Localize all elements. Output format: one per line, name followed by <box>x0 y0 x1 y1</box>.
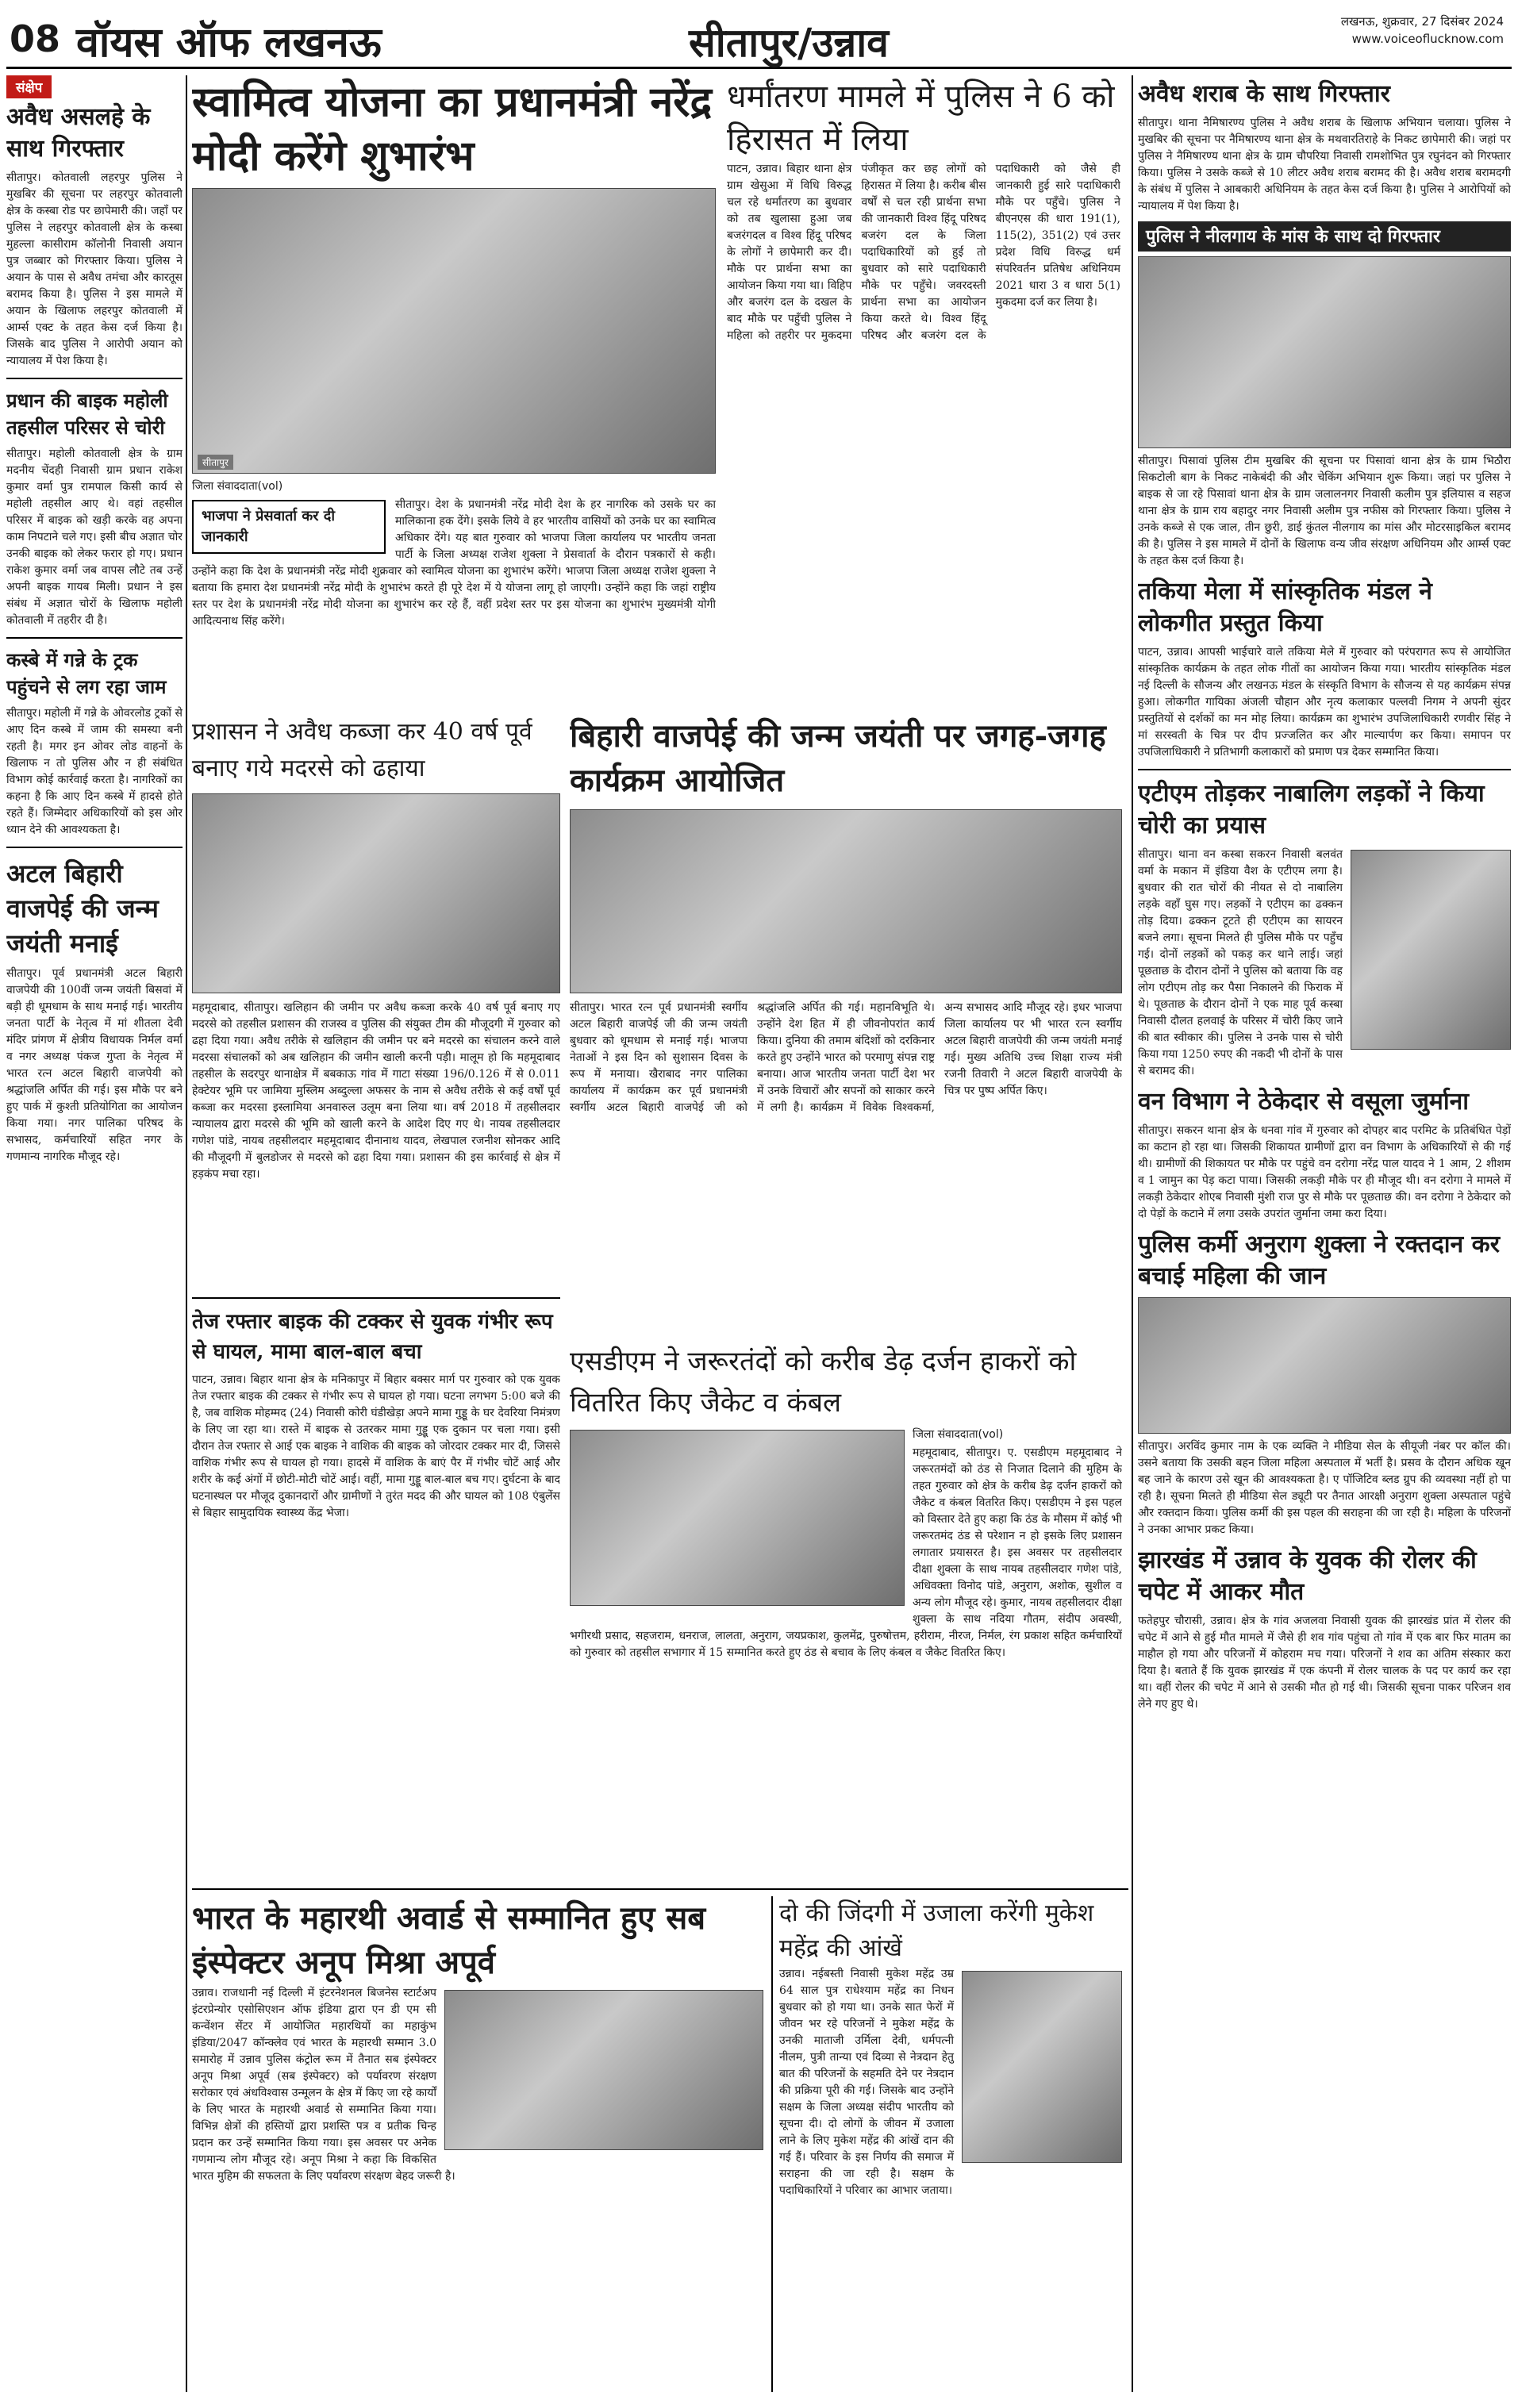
atm-photo <box>1351 850 1511 1050</box>
story-headline: प्रशासन ने अवैध कब्जा कर 40 वर्ष पूर्व बनाए गये मदरसे को ढहाया <box>192 718 532 782</box>
story-body: सीतापुर। पिसावां पुलिस टीम मुखबिर की सूचना पर पिसावां थाना क्षेत्र के ग्राम भिठौरा सिकटोली बाग के निकट नाकेबंदी की और चेकिंग अभियान शुरू किया। जहां पर पुलिस ने बाइक से जा रहे पिसावां थाना क्षेत्र के ग्राम जलालनगर निवासी कलीम पुत्र इलियास व सहज थाना क्षेत्र के ग्राम राय बहादुर नगर निवासी अलीम पुत्र नफीस को गिरफ्तार किया। पुलिस ने उनके कब्जे से एक जाल, तीन छुरी, डाई कुंतल नीलगाय का मांस और मोटरसाइकिल बरामद की है। पुलिस ने इस मामले में दोनों के खिलाफ वन्य जीव संरक्षण अधिनियम और आर्म्स एक्ट के तहत केस दर्ज किया है। <box>1138 455 1511 567</box>
newspaper-brand: वॉयस ऑफ लखनऊ <box>76 18 382 67</box>
story-headline: पुलिस ने नीलगाय के मांस के साथ दो गिरफ्तार <box>1138 221 1511 252</box>
story-headline: तकिया मेला में सांस्कृतिक मंडल ने लोकगीत प्रस्तुत किया <box>1138 578 1432 637</box>
press-conference-photo <box>192 188 716 474</box>
column-rule <box>1132 75 1133 2392</box>
story-headline: झारखंड में उन्नाव के युवक की रोलर की चपेट में आकर मौत <box>1138 1546 1477 1606</box>
story-headline: तेज रफ्तार बाइक की टक्कर से युवक गंभीर रूप से घायल, मामा बाल-बाल बचा <box>192 1310 553 1364</box>
brief-headline: अवैध असलहे के साथ गिरफ्तार <box>6 103 151 163</box>
right-column <box>1138 75 1511 2392</box>
story-headline: बिहारी वाजपेई की जन्म जयंती पर जगह-जगह कार्यक्रम आयोजित <box>570 717 1106 799</box>
briefs-column <box>6 75 183 2392</box>
story-atal <box>570 714 1122 1333</box>
story-credit: जिला संवाददाता(vol) <box>192 480 283 493</box>
story-madrasa <box>192 714 560 1285</box>
divider <box>192 1297 560 1299</box>
story-callout: भाजपा ने प्रेसवार्ता कर दी जानकारी <box>192 500 386 554</box>
story-conversion <box>727 75 1120 678</box>
story-eyes <box>779 1896 1122 2392</box>
blanket-distribution-photo <box>570 1430 905 1606</box>
story-body: उन्नाव। नईबस्ती निवासी मुकेश महेंद्र उम्र 64 साल पुत्र राधेश्याम महेंद्र का निधन बुधवार को हो गया था। उनके सात फेरों में जीवन भर रहे परिजनों ने मुकेश महेंद्र के उनकी माताजी उर्मिला देवी, धर्मपत्नी नीलम, पुत्री तान्या एवं दिव्या से नेत्रदान हेतु बात की परिजनों के सहमति देने पर नेत्रदान की प्रक्रिया पूरी की गई। जिसके बाद उन्होंने सक्षम के जिला अध्यक्ष संदीप भारतीय को सूचना दी। दो लोगों के जीवन में उजाला लाने के लिए मुकेश महेंद्र की आंखें दान की गई हैं। परिवार के इस निर्णय की समाज में सराहना की जा रही है। सक्षम के पदाधिकारियों ने परिवार का आभार जताया। <box>779 1968 954 2197</box>
masthead <box>6 5 1512 69</box>
story-body: सीतापुर। भारत रत्न पूर्व प्रधानमंत्री स्वर्गीय अटल बिहारी वाजपेई जी की जन्म जयंती बुधवार को धूमधाम से मनाई गई। भाजपा नेताओं ने इस दिन को सुशासन दिवस के रूप में मनाया। खैराबाद नगर पालिका कार्यालय में कार्यक्रम कर पूर्व प्रधानमंत्री स्वर्गीय अटल बिहारी वाजपेई जी को श्रद्धांजलि अर्पित की गई। महानविभूति थे। उन्होंने देश हित में ही जीवनोपरांत कार्य किया। दुनिया की तमाम बंदिशों को दरकिनार करते हुए उन्होंने भारत को परमाणु संपन्न राष्ट्र बनाया। आज भारतीय जनता पार्टी देश भर में उनके विचारों और सपनों को साकार करने में लगी है। कार्यक्रम में विवेक विश्वकर्मा, अन्य सभासद आदि मौजूद रहे। इधर भाजपा जिला कार्यालय पर भी भारत रत्न स्वर्गीय अटल बिहारी वाजपेयी की जन्म जयंती मनाई गई। मुख्य अतिथि उच्च शिक्षा राज्य मंत्री रजनी तिवारी ने अटल बिहारी वाजपेयी के चित्र पर पुष्प अर्पित किए। <box>570 1001 1122 1114</box>
brief-headline: कस्बे में गन्ने के ट्रक पहुंचने से लग रहा जाम <box>6 648 167 698</box>
story-body: फतेहपुर चौरासी, उन्नाव। क्षेत्र के गांव अजलवा निवासी युवक की झारखंड प्रांत में रोलर की चपेट में आने से हुई मौत मामले में जैसे ही शव गांव पहुंचा तो गांव में एक बार फिर मातम का माहौल हो गया और परिजनों में कोहराम मच गया। परिजनों ने शव का अंतिम संस्कार करा दिया है। बताते हैं कि युवक झारखंड में एक कंपनी में रोलर चालक के पद पर कार्य कर रहा था। वहीं रोलर की चपेट में आने से उसकी मौत हो गई थी। जिसकी सूचना पाकर परिजन शव लेने गए हुए थे। <box>1138 1615 1511 1711</box>
story-body: सीतापुर। देश के प्रधानमंत्री नरेंद्र मोदी देश के हर नागरिक को उसके घर का मालिकाना हक देंगे। इसके लिये वे हर भारतीय वासियों को उनके घर का स्वामित्व अधिकार देंगे। यह बात गुरुवार को भाजपा जिला कार्यालय पर भारतीय जनता पार्टी के जिला अध्यक्ष राजेश शुक्ला ने प्रेसवार्ता के दौरान पत्रकारों से कही। उन्होंने कहा कि देश के प्रधानमंत्री नरेंद्र मोदी शुक्रवार को स्वामित्व योजना का शुभारंभ करेंगे। भाजपा जिला अध्यक्ष राजेश शुक्ला ने बताया कि हमारा देश प्रधानमंत्री नरेंद्र मोदी के शुभारंभ करते ही पूरे देश में ये योजना लागू हो जाएगी। उन्होंने कहा कि जहां राष्ट्रीय स्तर पर देश के प्रधानमंत्री नरेंद्र मोदी योजना का शुभारंभ कर रहे हैं, वहीं प्रदेश स्तर पर इस योजना का शुभारंभ मुख्यमंत्री योगी आदित्यनाथ सिंह करेंगे। <box>192 498 716 628</box>
story-sdm <box>570 1341 1122 1880</box>
story-award <box>192 1896 763 2392</box>
column-rule <box>771 1896 773 2392</box>
story-body: सीतापुर। अरविंद कुमार नाम के एक व्यक्ति ने मीडिया सेल के सीयूजी नंबर पर कॉल की। उसने बताया कि उसकी बहन जिला महिला अस्पताल में भर्ती है। प्रसव के दौरान अधिक खून बह जाने के कारण उसे खून की आवश्यकता है। ए पॉजिटिव ब्लड ग्रुप की व्यवस्था नहीं हो पा रही है। सूचना मिलते ही मीडिया सेल ड्यूटी पर तैनात आरक्षी अनुराग शुक्ला अस्पताल पहुंचे और रक्तदान किया। पुलिस कर्मी की इस पहल की सराहना की जा रही है। महिला के परिजनों ने उनका आभार प्रकट किया। <box>1138 1440 1511 1536</box>
website: www.voiceoflucknow.com <box>1351 32 1504 46</box>
story-body: महमूदाबाद, सीतापुर। खलिहान की जमीन पर अवैध कब्जा करके 40 वर्ष पूर्व बनाए गए मदरसे को तहसील प्रशासन की राजस्व व पुलिस की संयुक्त टीम की मौजूदगी में गुरुवार को ढहा दिया गया। अवैध तरीके से खलिहान की जमीन पर बने मदरसे का संचालन करने वाले मदरसा संचालकों को अब खलिहान की जमीन खाली करनी पड़ी। मालूम हो कि महमूदाबाद तहसील के सदरपुर थानाक्षेत्र में बबकाऊ गांव में गाटा संख्या 196/0.126 में से 0.011 हेक्टेयर भूमि पर जामिया मुस्लिम अब्दुल्ला अफसर के नाम से अवैध तरीके से कई वर्षों पूर्व कब्जा कर मदरसा इस्लामिया अनवारुल उलूम बना लिया था। वर्ष 2018 में तहसीलदार न्यायालय द्वारा मदरसे की भूमि को खाली करने के आदेश दिए गए थे। नायब तहसीलदार गणेश पांडे, नायब तहसीलदार महमूदाबाद दीनानाथ यादव, लेखपाल रजनीश सोनकर आदि की मौजूदगी में बुलडोजर से मदरसे को ढहा दिया गया। प्रशासन की इस कार्रवाई से क्षेत्र में हड़कंप मचा रहा। <box>192 1001 560 1181</box>
page-number: 08 <box>10 17 61 60</box>
story-headline: एसडीएम ने जरूरतंदों को करीब डेढ़ दर्जन हाकरों को वितरित किए जैकेट व कंबल <box>570 1346 1077 1419</box>
portrait-photo <box>962 1971 1122 2163</box>
story-headline: अवैध शराब के साथ गिरफ्तार <box>1138 80 1390 108</box>
story-headline: भारत के महारथी अवार्ड से सम्मानित हुए सब इंस्पेक्टर अनूप मिश्रा अपूर्व <box>192 1899 706 1981</box>
story-headline: पुलिस कर्मी अनुराग शुक्ला ने रक्तदान कर बचाई महिला की जान <box>1138 1231 1500 1290</box>
divider <box>6 847 183 848</box>
brief-headline: प्रधान की बाइक महोली तहसील परिसर से चोरी <box>6 389 168 439</box>
story-body: महमूदाबाद, सीतापुर। ए. एसडीएम महमूदाबाद ने जरूरतमंदों को ठंड से निजात दिलाने की मुहिम के तहत गुरुवार को क्षेत्र के करीब डेढ़ दर्जन हाकरों को जैकेट व कंबल वितरित किए। एसडीएम ने इस पहल को विस्तार देते हुए कहा कि ठंड के मौसम में कोई भी जरूरतमंद ठंड से परेशान न हो इसके लिए प्रशासन लगातार प्रयासरत है। इस अवसर पर तहसीलदार दीक्षा शुक्ला के साथ नायब तहसीलदार गणेश पांडे, अधिवक्ता विनोद पांडे, अनुराग, अशोक, सुशील व अन्य लोग मौजूद रहे। कुमार, नायब तहसीलदार दीक्षा शुक्ला के साथ नदिया गौतम, संदीप अवस्थी, भगीरथी प्रसाद, सहजराम, धनराज, लालता, अनुराग, जयप्रकाश, कुलमेंद्र, पुरुषोत्तम, हरीराम, नीरज, निर्मल, रंग प्रकाश सहित कर्मचारियों को गुरुवार को तहसील सभागार में 15 सम्मानित करते हुए ठंड से बचाव के लिए कंबल व जैकेट वितरित किए। <box>570 1446 1122 1659</box>
story-credit: जिला संवाददाता(vol) <box>913 1428 1004 1441</box>
story-body: उन्नाव। राजधानी नई दिल्ली में इंटरनेशनल बिजनेस स्टार्टअप इंटरप्रेन्योर एसोसिएशन ऑफ इंडिया द्वारा एन डी एम सी कन्वेंशन सेंटर में आयोजित महारथियों का महाकुंभ इंडिया/2047 कॉन्क्लेव एवं भारत के महारथी सम्मान 3.0 समारोह में उन्नाव पुलिस कंट्रोल रूम में तैनात सब इंस्पेक्टर अनूप मिश्रा अपूर्व (सब इंस्पेक्टर) को पर्यावरण संरक्षण सरोकार एवं अंधविश्वास उन्मूलन के क्षेत्र में किए जा रहे कार्यों के लिए भारत के महारथी अवार्ड से सम्मानित किया गया। विभिन्न क्षेत्रों की हस्तियों द्वारा प्रशस्ति पत्र व प्रतीक चिन्ह प्रदान कर उन्हें सम्मानित किया गया। इस अवसर पर अनेक गणमान्य लोग मौजूद रहे। अनूप मिश्रा ने कहा कि विकसित भारत मुहिम की सफलता के लिए पर्यावरण संरक्षण बेहद जरूरी है। <box>192 1987 455 2183</box>
story-body: सीतापुर। थाना नैमिषारण्य पुलिस ने अवैध शराब के खिलाफ अभियान चलाया। पुलिस ने मुखबिर की सूचना पर नैमिषारण्य थाना क्षेत्र के मथवारतिराहे के निकट छापेमारी की। जहां पर पुलिस ने नैमिषारण्य थाना क्षेत्र के ग्राम चौपरिया निवासी रामशोभित पुत्र रघुनंदन को गिरफ्तार किया। पुलिस ने उसके कब्जे से 10 लीटर अवैध शराब बरामद की है। अवैध शराब बरामदगी के संबंध में पुलिस ने आबकारी अधिनियम के तहत केस दर्ज किया है। पुलिस ने आरोपियों को न्यायालय में पेश किया है। <box>1138 117 1511 213</box>
story-body: पाटन, उन्नाव। आपसी भाईचारे वाले तकिया मेले में गुरुवार को परंपरागत रूप से आयोजित सांस्कृतिक कार्यक्रम के तहत लोक गीतों का आयोजन किया गया। भारतीय सांस्कृतिक मंडल नई दिल्ली के सौजन्य और लखनऊ मंडल के संस्कृति विभाग के सौजन्य से यह कार्यक्रम संपन्न हुआ। लोकगीत गायिका अंजली चौहान और नृत्य कलाकार पल्लवी निगम ने अपनी सुंदर प्रस्तुतियों से दर्शकों का मन मोह लिया। कार्यक्रम का शुभारंभ उपजिलाधिकारी रणवीर सिंह ने मां सरस्वती के चित्र पर दीप प्रज्जलित कर और माल्यार्पण कर किया। समापन पर उपजिलाधिकारी ने प्रतिभागी कलाकारों को प्रमाण पत्र देकर सम्मानित किया। <box>1138 646 1511 759</box>
story-headline: दो की जिंदगी में उजाला करेंगी मुकेश महेंद्र की आंखें <box>779 1899 1094 1962</box>
demolition-photo <box>192 793 560 993</box>
arrest-photo <box>1138 256 1511 448</box>
divider <box>6 637 183 639</box>
brief-headline: अटल बिहारी वाजपेई की जन्म जयंती मनाई <box>6 858 159 958</box>
divider <box>6 378 183 379</box>
story-body: सीतापुर। थाना वन कस्बा सकरन निवासी बलवंत वर्मा के मकान में इंडिया वैश के एटीएम लगा है। बुधवार की रात चोरों की नीयत से दो नाबालिग लड़के वहाँ घुस गए। लड़कों ने एटीएम का ढक्कन तोड़ दिया। ढक्कन टूटते ही एटीएम का सायरन बजने लगा। सूचना मिलते ही पुलिस मौके पर पहुँच गई। दोनों लड़कों को पकड़ कर थाने लाई। जहां पूछताछ के दौरान दोनों ने पुलिस को बताया कि वह लोग एटीएम तोड़ कर पैसा निकालने की फिराक में थे। पूछताछ के दौरान दोनों ने एक माह पूर्व कस्बा निवासी दौलत हलवाई के परिसर में चोरी किए जाने की बात स्वीकार की। पुलिस ने उनके पास से चोरी किया गया 1250 रुपए की नकदी भी दोनों के पास से बरामद की। <box>1138 848 1343 1077</box>
story-headline: धर्मांतरण मामले में पुलिस ने 6 को हिरासत में लिया <box>727 79 1115 158</box>
story-body: पाटन, उन्नाव। बिहार थाना क्षेत्र ग्राम खेसुआ में विधि विरुद्ध चल रहे धर्मांतरण का बुधवार को तब खुलासा हुआ जब बजरंगदल व विश्व हिंदू परिषद के लोगों ने छापेमारी कर दी। मौके पर प्रार्थना सभा का आयोजन किया गया था। विहिप और बजरंग दल के दखल के बाद मौके पर पहुँची पुलिस ने महिला को तहरीर पर मुकदमा पंजीकृत कर छह लोगों को हिरासत में लिया है। करीब बीस वर्षों से चल रही प्रार्थना सभा की जानकारी विश्व हिंदू परिषद बजरंग दल के जिला पदाधिकारियों को हुई तो बुधवार को सारे पदाधिकारी मौके पर पहुँचे। जवरदस्ती प्रार्थना सभा का आयोजन किया करते थे। विश्व हिंदू परिषद और बजरंग दल के पदाधिकारी को जैसे ही जानकारी हुई सारे पदाधिकारी मौके पर पहुँचे। पुलिस ने बीएनएस की धारा 191(1), 115(2), 351(2) एवं उत्तर प्रदेश विधि विरुद्ध धर्म संपरिवर्तन प्रतिषेध अधिनियम 2021 धारा 3 व धारा 5(1) मुकदमा दर्ज कर लिया है। <box>727 163 1120 342</box>
award-photo <box>444 1990 763 2150</box>
column-rule <box>186 75 187 2392</box>
dateline <box>1341 13 1504 48</box>
story-bike <box>192 1289 560 1845</box>
brief-body: सीतापुर। महोली में गन्ने के ओवरलोड ट्रकों से आए दिन कस्बे में जाम की समस्या बनी रहती है। मगर इन ओवर लोड वाहनों के खिलाफ न तो पुलिस और न ही संबंधित विभाग कोई कार्रवाई करता है। नागरिकों का कहना है कि आए दिन कस्बे में हादसे होते रहते हैं। जिम्मेदार अधिकारियों को इस ओर ध्यान देने की आवश्यकता है। <box>6 707 183 836</box>
story-headline: वन विभाग ने ठेकेदार से वसूला जुर्माना <box>1138 1088 1470 1116</box>
section-rule <box>192 1888 1128 1890</box>
divider <box>1138 769 1511 770</box>
brief-body: सीतापुर। महोली कोतवाली क्षेत्र के ग्राम मदनीय चेंदही निवासी ग्राम प्रधान राकेश कुमार वर्मा पुत्र रामपाल किसी कार्य से महोली तहसील आए थे। वहां तहसील परिसर में बाइक को खड़ी करके वह अपना काम निपटाने चले गए। इसी बीच अज्ञात चोर उनकी बाइक को लेकर फरार हो गए। प्रधान राकेश कुमार वर्मा जब वापस लौटे तब उन्हें अपनी बाइक गायब मिली। प्रधान ने इस संबंध में अज्ञात चोरों के खिलाफ महोली कोतवाली में तहरीर दी है। <box>6 447 183 627</box>
brief-body: सीतापुर। कोतवाली लहरपुर पुलिस ने मुखबिर की सूचना पर लहरपुर कोतवाली क्षेत्र के कस्बा रोड पर छापेमारी की। जहाँ पर पुलिस ने लहरपुर कोतवाली क्षेत्र के कस्बा मुहल्ला कासीराम कॉलोनी निवासी अयान पुत्र जब्बार को गिरफ्तार किया। पुलिस ने अयान के पास से अवैध तमंचा और कारतूस बरामद किया है। पुलिस ने इस मामले में अयान के खिलाफ लहरपुर कोतवाली में आर्म्स एक्ट के तहत केस दर्ज किया है। जिसके बाद पुलिस ने आरोपी अयान को न्यायालय में पेश किया है। <box>6 171 183 367</box>
brief-body: सीतापुर। पूर्व प्रधानमंत्री अटल बिहारी वाजपेयी की 100वीं जन्म जयंती बिसवां में बड़ी ही धूमधाम के साथ मनाई गई। भारतीय जनता पार्टी के नेतृत्व में मां शीतला देवी मंदिर प्रांगण में क्षेत्रीय विधायक निर्मल वर्मा व नगर अध्यक्ष पंकज गुप्ता के नेतृत्व में भारत रत्न अटल बिहारी वाजपेयी को श्रद्धांजलि अर्पित की गई। इस मौके पर बने हुए पार्क में कुश्ती प्रतियोगिता का आयोजन किया गया। नगर पालिका परिषद के सभासद, कर्मचारियों सहित नगर के गणमान्य नागरिक मौजूद रहे। <box>6 967 183 1163</box>
briefs-label: संक्षेप <box>6 75 52 98</box>
atal-event-photo <box>570 809 1122 993</box>
photo-label: सीतापुर <box>198 455 233 470</box>
story-body: पाटन, उन्नाव। बिहार थाना क्षेत्र के मनिकापुर में बिहार बक्सर मार्ग पर गुरुवार को एक युवक तेज रफ्तार बाइक की टक्कर से गंभीर रूप से घायल हो गया। घटना लगभग 5:00 बजे की है, जब वाशिक मोहम्मद (24) निवासी कोरी घंडीखेड़ा अपने मामा गुड्डू के घर देवरिया निमंत्रण के लिए जा रहा था। रास्ते में बाइक से उतरकर मामा गुड्डू एक दुकान पर चला गया। इसी दौरान तेज रफ्तार से आई एक बाइक ने वाशिक की बाइक को जोरदार टक्कर मार दी, जिससे वाशिक गंभीर रूप से घायल हो गया। हादसे में वाशिक के बाएं पैर में गंभीर चोटें आई और शरीर के कई अंगों में छोटी-मोटी चोटें आई। वहीं, मामा गुड्डू बाल-बाल बच गए। दुर्घटना के बाद घटनास्थल पर मौजूद दुकानदारों और ग्रामीणों ने तुरंत मदद की और घायल को 108 एंबुलेंस से बिहार सामुदायिक स्वास्थ्य केंद्र भेजा। <box>192 1373 560 1519</box>
date: लखनऊ, शुक्रवार, 27 दिसंबर 2024 <box>1340 14 1504 29</box>
blood-donation-photo <box>1138 1297 1511 1434</box>
story-headline: स्वामित्व योजना का प्रधानमंत्री नरेंद्र मोदी करेंगे शुभारंभ <box>192 78 713 180</box>
section-title: सीतापुर/उन्नाव <box>689 19 889 66</box>
story-body: सीतापुर। सकरन थाना क्षेत्र के धनवा गांव में गुरुवार को दोपहर बाद परमिट के प्रतिबंधित पेड़ों का कटान हो रहा था। जिसकी शिकायत ग्रामीणों द्वारा वन विभाग के अधिकारियों से की गई थी। ग्रामीणों की शिकायत पर मौके पर पहुंचे वन दरोगा नरेंद्र पाल यादव ने 1 आम, 2 शीशम व 1 जामुन का पेड़ कटा पाया। जिसकी लकड़ी मौके पर ही मौजूद थी। वन दरोगा ने मामले में लकड़ी ठेकेदार शोएब निवासी मुंशी राज पुर से मौके पर पूछताछ की। वन दरोगा ने ठेकेदार को दो पेड़ों के कटाने में लगा उसके उपरांत जुर्माना जमा करा दिया। <box>1138 1124 1511 1220</box>
story-headline: एटीएम तोड़कर नाबालिग लड़कों ने किया चोरी का प्रयास <box>1138 780 1485 839</box>
